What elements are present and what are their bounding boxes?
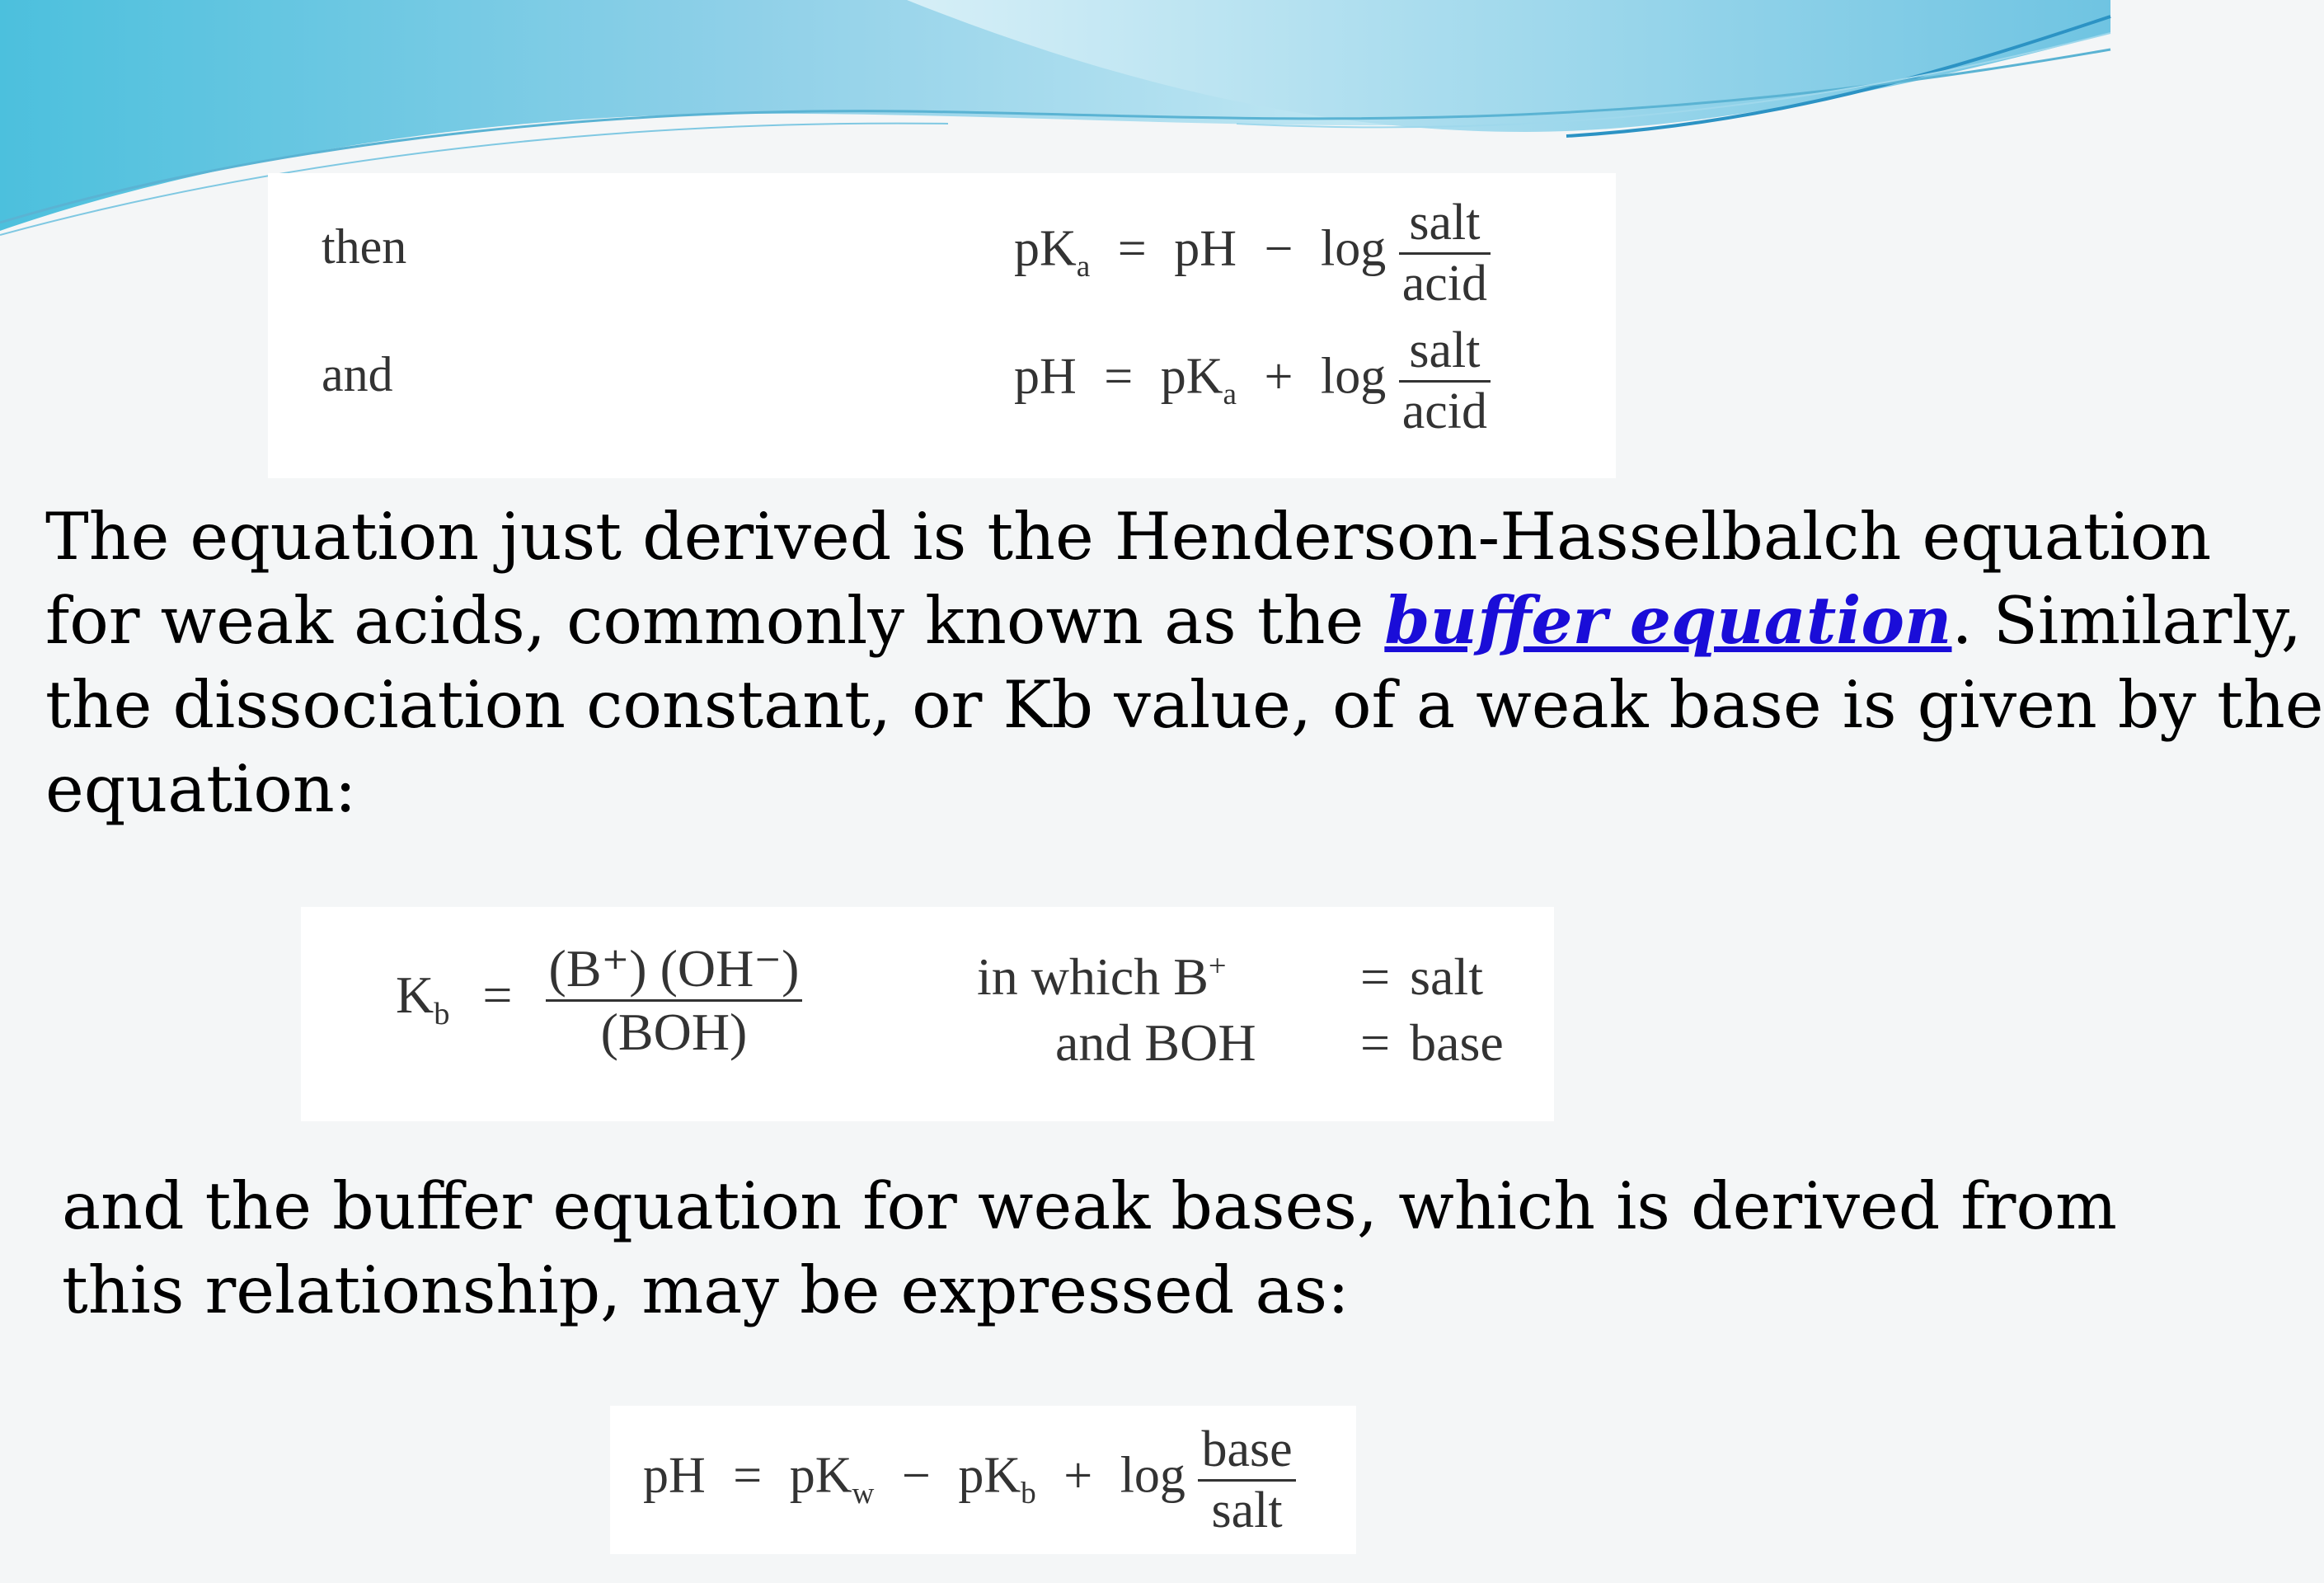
definition-salt-value: = salt (1360, 947, 1483, 1006)
para1-line2: for weak acids, commonly known as the buffer equation. Similarly, (45, 582, 2302, 659)
para1-line1: The equation just derived is the Henderson-Hasselbalch equation (45, 499, 2212, 575)
row1-label: then (322, 219, 407, 274)
equation-box-base-buffer (610, 1406, 1356, 1554)
definition-boh: and BOH (1055, 1013, 1256, 1072)
para1-line3: the dissociation constant, or Kb value, of a weak base is given by the (45, 667, 2324, 743)
equation-pka: $pK_a$ = pH − log $\frac{\text{salt}}{\text{acid}}$ (1014, 194, 1491, 313)
fraction-salt-acid-2: $\frac{\text{salt}}{\text{acid}}$ (1399, 322, 1491, 441)
para1-line4: equation: (45, 751, 357, 827)
equation-box-acid (268, 173, 1616, 478)
equation-box-kb (301, 907, 1554, 1121)
equation-ph: pH = $pK_a + \log$ $\frac{\text{salt}}{\text{acid}}$ (1014, 322, 1491, 441)
fraction-salt-acid: $\frac{\text{salt}}{\text{acid}}$ (1399, 194, 1491, 313)
equation-base-buffer: pH = $pK_w - pK_b + \log$ $\frac{\text{base}}{\text{salt}}$ (643, 1421, 1296, 1540)
fraction-base-salt: $\frac{\text{base}}{\text{salt}}$ (1198, 1421, 1295, 1540)
para2-line2: this relationship, may be expressed as: (62, 1252, 1350, 1328)
definition-b-plus: in which B+ (977, 947, 1227, 1006)
definition-base-value: = base (1360, 1013, 1504, 1072)
equation-kb: $K_b$ = $\frac{(B^+) (OH^-)}{\text{(BOH)}}$ (396, 938, 802, 1063)
fraction-kb: $\frac{(B^+) (OH^-)}{\text{(BOH)}}$ (546, 938, 803, 1063)
row2-label: and (322, 347, 393, 402)
paragraph-weak-bases (62, 1164, 2117, 1332)
para2-line1: and the buffer equation for weak bases, which is derived from (62, 1168, 2117, 1244)
buffer-equation-link[interactable]: buffer equation (1384, 582, 1952, 659)
paragraph-henderson-hasselbalch (45, 495, 2324, 831)
